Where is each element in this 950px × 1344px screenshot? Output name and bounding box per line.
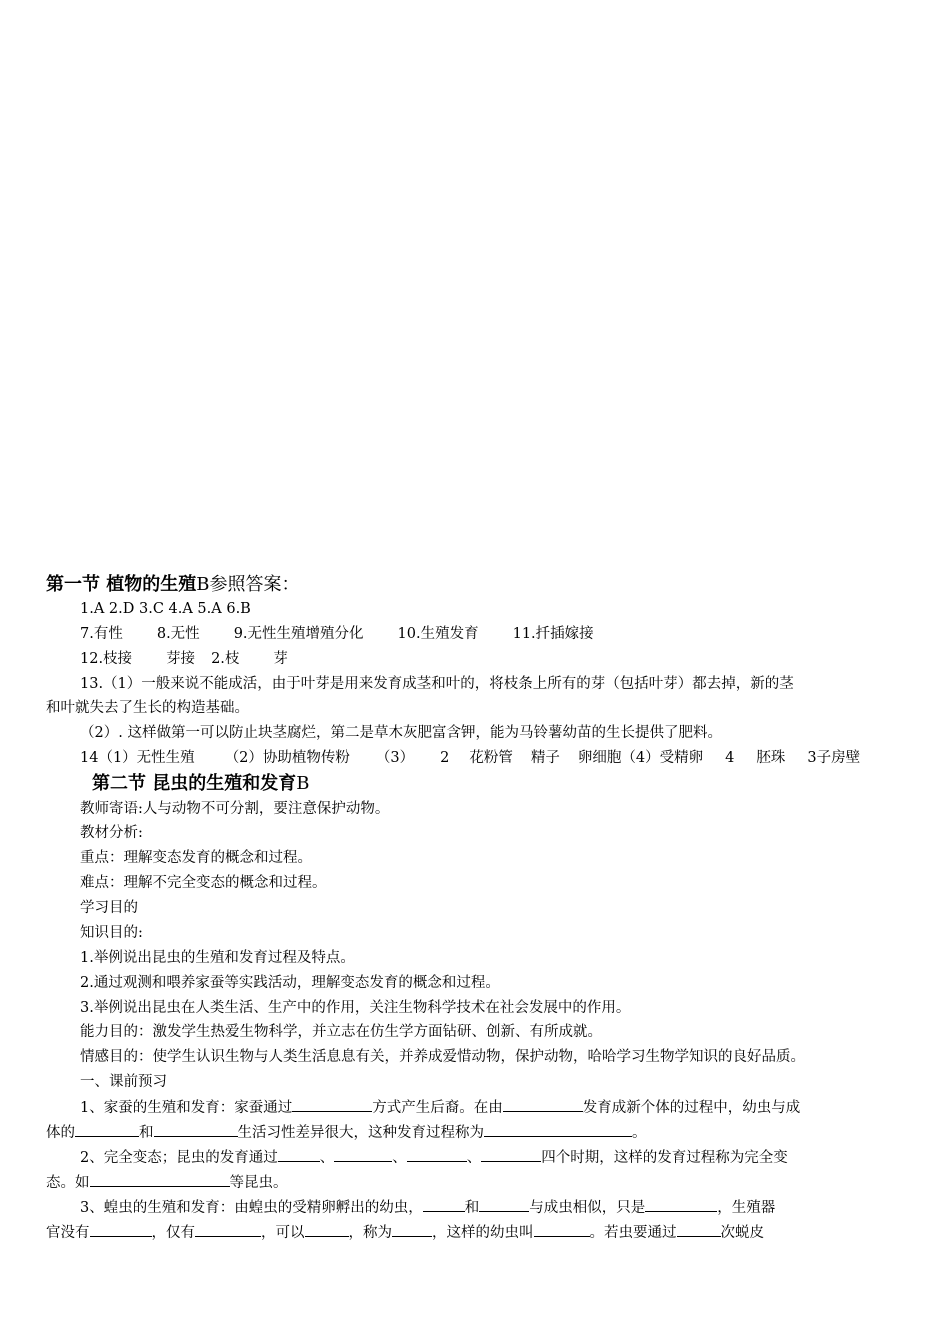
material-analysis: 教材分析: bbox=[80, 825, 143, 841]
answer-14-4c: 3子房壁 bbox=[807, 750, 861, 766]
fill-blank[interactable] bbox=[481, 1146, 541, 1162]
q1-text-5: 和 bbox=[139, 1125, 154, 1141]
q2-text-3: 态。如 bbox=[46, 1175, 90, 1191]
answer-13-line-2: 和叶就失去了生长的构造基础。 bbox=[46, 700, 249, 716]
ability-goal: 能力目的：激发学生热爱生物科学，并立志在仿生学方面钻研、创新、有所成就。 bbox=[80, 1024, 602, 1040]
fill-blank[interactable] bbox=[677, 1221, 721, 1237]
q2-sep-3: 、 bbox=[466, 1150, 482, 1166]
question-1-line-2 bbox=[46, 1121, 647, 1144]
answer-12a: 12.枝接 bbox=[80, 651, 133, 667]
answer-14-3a: 2 bbox=[440, 750, 450, 766]
answer-8: 8.无性 bbox=[156, 626, 200, 642]
learning-goals: 学习目的 bbox=[80, 900, 138, 916]
answer-13-line-3: （2）. 这样做第一可以防止块茎腐烂，第二是草木灰肥富含钾，能为马铃薯幼苗的生长提供了肥料。 bbox=[80, 725, 722, 741]
question-3-line-2 bbox=[46, 1221, 764, 1244]
fill-blank[interactable] bbox=[75, 1121, 139, 1137]
q3-text-9: ，这样的幼虫叫 bbox=[432, 1225, 534, 1241]
q1-text-4: 体的 bbox=[46, 1125, 75, 1141]
answer-11: 11.扦插嫁接 bbox=[512, 626, 594, 642]
q2-sep-1: 、 bbox=[319, 1150, 335, 1166]
q2-sep-2: 、 bbox=[392, 1150, 407, 1166]
question-3-line-1 bbox=[80, 1196, 775, 1219]
key-point: 重点：理解变态发育的概念和过程。 bbox=[80, 850, 312, 866]
answer-14-3c: 精子 bbox=[530, 750, 560, 766]
answer-14-2: （2）协助植物传粉 bbox=[224, 750, 350, 766]
q2-text-2: 四个时期，这样的发育过程称为完全变 bbox=[541, 1150, 788, 1166]
answer-13-line-1: 13.（1）一般来说不能成活，由于叶芽是用来发育成茎和叶的，将枝条上所有的芽（包括叶芽）都去掉，新的茎 bbox=[80, 676, 794, 692]
answer-14-1: 14（1）无性生殖 bbox=[80, 750, 195, 766]
knowledge-goal-3: 3.举例说出昆虫在人类生活、生产中的作用，关注生物科学技术在社会发展中的作用。 bbox=[80, 1000, 631, 1016]
q3-text-5: 官没有 bbox=[46, 1225, 90, 1241]
question-1-line-1 bbox=[80, 1096, 800, 1119]
fill-blank[interactable] bbox=[645, 1196, 717, 1212]
answer-line-3 bbox=[80, 648, 288, 670]
section2-title-bold: 第二节 昆虫的生殖和发育 bbox=[92, 773, 297, 794]
fill-blank[interactable] bbox=[334, 1146, 392, 1162]
q3-text-1: 3、蝗虫的生殖和发育：由蝗虫的受精卵孵出的幼虫， bbox=[80, 1200, 423, 1216]
answer-14-4b: 胚珠 bbox=[756, 750, 786, 766]
question-2-line-1 bbox=[80, 1146, 788, 1169]
knowledge-goal-1: 1.举例说出昆虫的生殖和发育过程及特点。 bbox=[80, 950, 355, 966]
answer-line-2 bbox=[80, 623, 594, 645]
answer-14-4: 卵细胞（4）受精卵 bbox=[577, 750, 704, 766]
fill-blank[interactable] bbox=[278, 1146, 320, 1162]
answer-14-line bbox=[80, 747, 860, 769]
fill-blank[interactable] bbox=[90, 1171, 230, 1187]
answer-12c: 2.枝 bbox=[211, 651, 240, 667]
answer-14-3b: 花粉管 bbox=[469, 750, 513, 766]
knowledge-goals: 知识目的: bbox=[80, 925, 143, 941]
section1-title bbox=[46, 573, 300, 597]
q3-text-7: ，可以 bbox=[261, 1225, 305, 1241]
q3-text-6: ，仅有 bbox=[151, 1225, 195, 1241]
section2-title-rest: B bbox=[296, 773, 310, 794]
section2-title bbox=[92, 772, 310, 796]
q3-text-3: 与成虫相似，只是 bbox=[529, 1200, 646, 1216]
answer-12d: 芽 bbox=[273, 651, 288, 667]
q2-text-1: 2、完全变态；昆虫的发育通过 bbox=[80, 1150, 278, 1166]
q1-text-2: 方式产生后裔。在由 bbox=[372, 1100, 503, 1116]
emotion-goal: 情感目的：使学生认识生物与人类生活息息有关，并养成爱惜动物，保护动物，哈哈学习生物学知识的良好品质。 bbox=[80, 1049, 805, 1065]
fill-blank[interactable] bbox=[407, 1146, 467, 1162]
fill-blank[interactable] bbox=[423, 1196, 465, 1212]
fill-blank[interactable] bbox=[154, 1121, 238, 1137]
answer-14-3: （3） bbox=[375, 750, 415, 766]
fill-blank[interactable] bbox=[503, 1096, 583, 1112]
answer-12b: 芽接 bbox=[166, 651, 196, 667]
q2-text-4: 等昆虫。 bbox=[229, 1175, 288, 1191]
preview-heading: 一、课前预习 bbox=[80, 1074, 167, 1090]
q3-text-11: 次蜕皮 bbox=[720, 1225, 764, 1241]
fill-blank[interactable] bbox=[534, 1221, 590, 1237]
knowledge-goal-2: 2.通过观测和喂养家蚕等实践活动，理解变态发育的概念和过程。 bbox=[80, 975, 500, 991]
question-2-line-2 bbox=[46, 1171, 288, 1194]
difficult-point: 难点：理解不完全变态的概念和过程。 bbox=[80, 875, 327, 891]
answer-line-1: 1.A 2.D 3.C 4.A 5.A 6.B bbox=[80, 601, 251, 617]
q3-text-10: 。若虫要通过 bbox=[589, 1225, 677, 1241]
fill-blank[interactable] bbox=[292, 1096, 372, 1112]
fill-blank[interactable] bbox=[305, 1221, 349, 1237]
section1-title-bold: 第一节 植物的生殖 bbox=[46, 574, 197, 595]
q1-text-7: 。 bbox=[632, 1125, 647, 1141]
q1-text-6: 生活习性差异很大，这种发育过程称为 bbox=[237, 1125, 484, 1141]
fill-blank[interactable] bbox=[392, 1221, 432, 1237]
q1-text-1: 1、家蚕的生殖和发育：家蚕通过 bbox=[80, 1100, 293, 1116]
teacher-message: 教师寄语:人与动物不可分割，要注意保护动物。 bbox=[80, 801, 390, 817]
fill-blank[interactable] bbox=[479, 1196, 529, 1212]
q3-text-8: ，称为 bbox=[348, 1225, 392, 1241]
fill-blank[interactable] bbox=[484, 1121, 632, 1137]
q1-text-3: 发育成新个体的过程中，幼虫与成 bbox=[582, 1100, 801, 1116]
q3-text-4: ，生殖器 bbox=[717, 1200, 776, 1216]
q3-text-2: 和 bbox=[464, 1200, 480, 1216]
answer-14-4a: 4 bbox=[725, 750, 735, 766]
fill-blank[interactable] bbox=[90, 1221, 152, 1237]
answer-10: 10.生殖发育 bbox=[397, 626, 479, 642]
fill-blank[interactable] bbox=[195, 1221, 261, 1237]
answer-7: 7.有性 bbox=[80, 626, 123, 642]
section1-title-rest: B参照答案： bbox=[196, 574, 300, 595]
answer-9: 9.无性生殖增殖分化 bbox=[233, 626, 364, 642]
